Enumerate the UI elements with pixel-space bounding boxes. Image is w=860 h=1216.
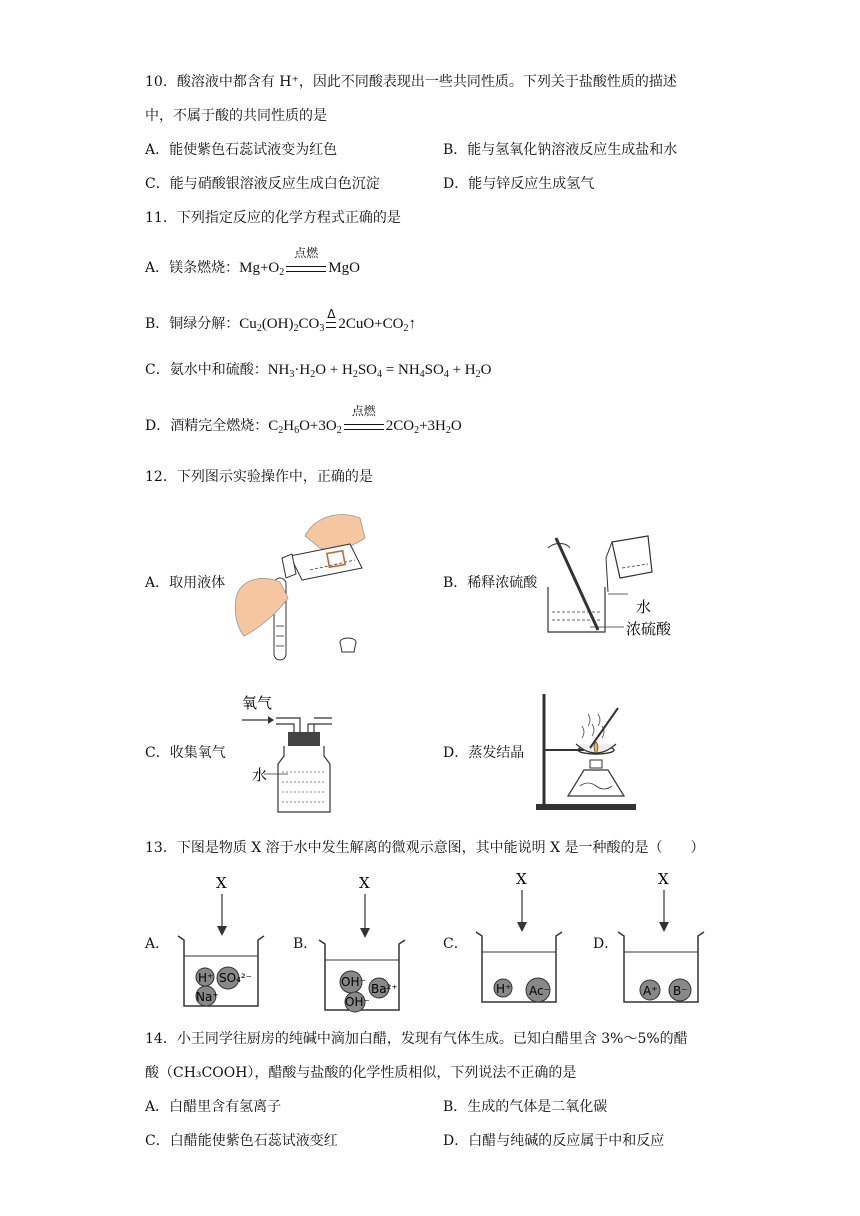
q13-x-label-b: X [359, 874, 370, 892]
svg-text:B⁻: B⁻ [673, 984, 688, 998]
q12-figure-d-evaporation [530, 690, 640, 815]
svg-text:OH⁻: OH⁻ [345, 995, 370, 1009]
q13-option-a-label: A． [145, 936, 170, 952]
q11-option-c-label: C．氨水中和硫酸： [145, 362, 268, 378]
q12-label-conc-acid: 浓硫酸 [626, 620, 672, 638]
q12-option-a: A．取用液体 [145, 575, 226, 591]
q13-x-label-a: X [216, 874, 227, 892]
q12-figure-b-dilute-acid [540, 532, 690, 642]
q11-equation-d: $C_2H_6O+3O_2$ 点燃 $2CO_2+3H_2O$ [268, 418, 461, 434]
q14-stem-line1: 14．小王同学往厨房的纯碱中滴加白醋，发现有气体生成。已知白醋里含 3%～5%的醋 [145, 1031, 688, 1047]
q12-label-water: 水 [636, 598, 652, 616]
q13-option-d-label: D． [593, 936, 619, 952]
q14-option-c: C．白醋能使紫色石蕊试液变红 [145, 1133, 338, 1149]
q10-option-d: D．能与锌反应生成氢气 [443, 176, 595, 192]
q11-condition-a: 点燃 [294, 246, 319, 260]
q12-label-water-c: 水 [252, 766, 268, 784]
q13-figure-c [470, 866, 570, 1011]
q11-equation-b: $Cu_2(OH)_2CO_3$ Δ $2CuO+CO_2↑$ [239, 316, 416, 332]
q12-stem: 12．下列图示实验操作中，正确的是 [145, 469, 373, 485]
q10-option-b: B．能与氢氧化钠溶液反应生成盐和水 [443, 142, 678, 158]
q14-option-d: D．白醋与纯碱的反应属于中和反应 [443, 1133, 665, 1149]
q12-label-oxygen: 氧气 [242, 694, 273, 712]
q10-stem-line1: 10．酸溶液中都含有 H⁺，因此不同酸表现出一些共同性质。下列关于盐酸性质的描述 [145, 74, 677, 90]
svg-text:Na⁺: Na⁺ [196, 990, 219, 1004]
q14-option-a: A．白醋里含有氢离子 [145, 1099, 282, 1115]
q12-option-c: C．收集氧气 [145, 745, 226, 761]
q10-option-c: C．能与硝酸银溶液反应生成白色沉淀 [145, 176, 380, 192]
q11-option-a-label: A．镁条燃烧： [145, 260, 240, 276]
q11-option-d-label: D．酒精完全燃烧： [145, 418, 269, 434]
q13-option-b-label: B． [293, 936, 318, 952]
svg-text:H⁺: H⁺ [496, 982, 512, 996]
q11-condition-d: 点燃 [351, 404, 376, 418]
q14-stem-line2: 酸（CH₃COOH），醋酸与盐酸的化学性质相似，下列说法不正确的是 [145, 1065, 577, 1081]
q11-option-b-label: B．铜绿分解： [145, 316, 240, 332]
q11-equation-c: $NH_3\cdot H_2O + H_2SO_4 = NH_4SO_4 + H_2O$ [267, 362, 492, 380]
svg-text:H⁺: H⁺ [198, 971, 214, 985]
q11-equation-a: $Mg+O_2$ 点燃 MgO [239, 260, 360, 276]
svg-text:Ba²⁺: Ba²⁺ [371, 982, 398, 996]
q11-condition-b: Δ [327, 307, 336, 321]
q12-figure-a-pour-liquid [230, 508, 370, 663]
q13-option-c-label: C． [443, 936, 468, 952]
q11-option-c [145, 360, 491, 380]
q10-stem-line2: 中，不属于酸的共同性质的是 [145, 108, 327, 124]
q13-stem: 13．下图是物质 X 溶于水中发生解离的微观示意图，其中能说明 X 是一种酸的是（ ） [145, 840, 705, 856]
q13-x-label-d: X [658, 870, 669, 888]
svg-text:A⁺: A⁺ [643, 984, 658, 998]
svg-text:OH⁻: OH⁻ [341, 975, 366, 989]
q13-x-label-c: X [516, 870, 527, 888]
q11-option-a [145, 246, 360, 278]
q13-figure-a [172, 870, 272, 1015]
svg-text:Ac⁻: Ac⁻ [529, 984, 550, 998]
q11-option-b [145, 307, 416, 334]
q10-option-a: A．能使紫色石蕊试液变为红色 [145, 142, 338, 158]
q12-option-b: B．稀释浓硫酸 [443, 575, 538, 591]
q13-figure-d [612, 866, 712, 1011]
q11-option-d [145, 404, 462, 436]
q12-option-d: D．蒸发结晶 [443, 745, 525, 761]
q12-figure-c-collect-oxygen [240, 688, 345, 818]
q13-figure-b [313, 870, 413, 1015]
q14-option-b: B．生成的气体是二氧化碳 [443, 1099, 608, 1115]
q11-stem: 11．下列指定反应的化学方程式正确的是 [145, 210, 401, 226]
svg-text:SO₄²⁻: SO₄²⁻ [219, 971, 253, 985]
